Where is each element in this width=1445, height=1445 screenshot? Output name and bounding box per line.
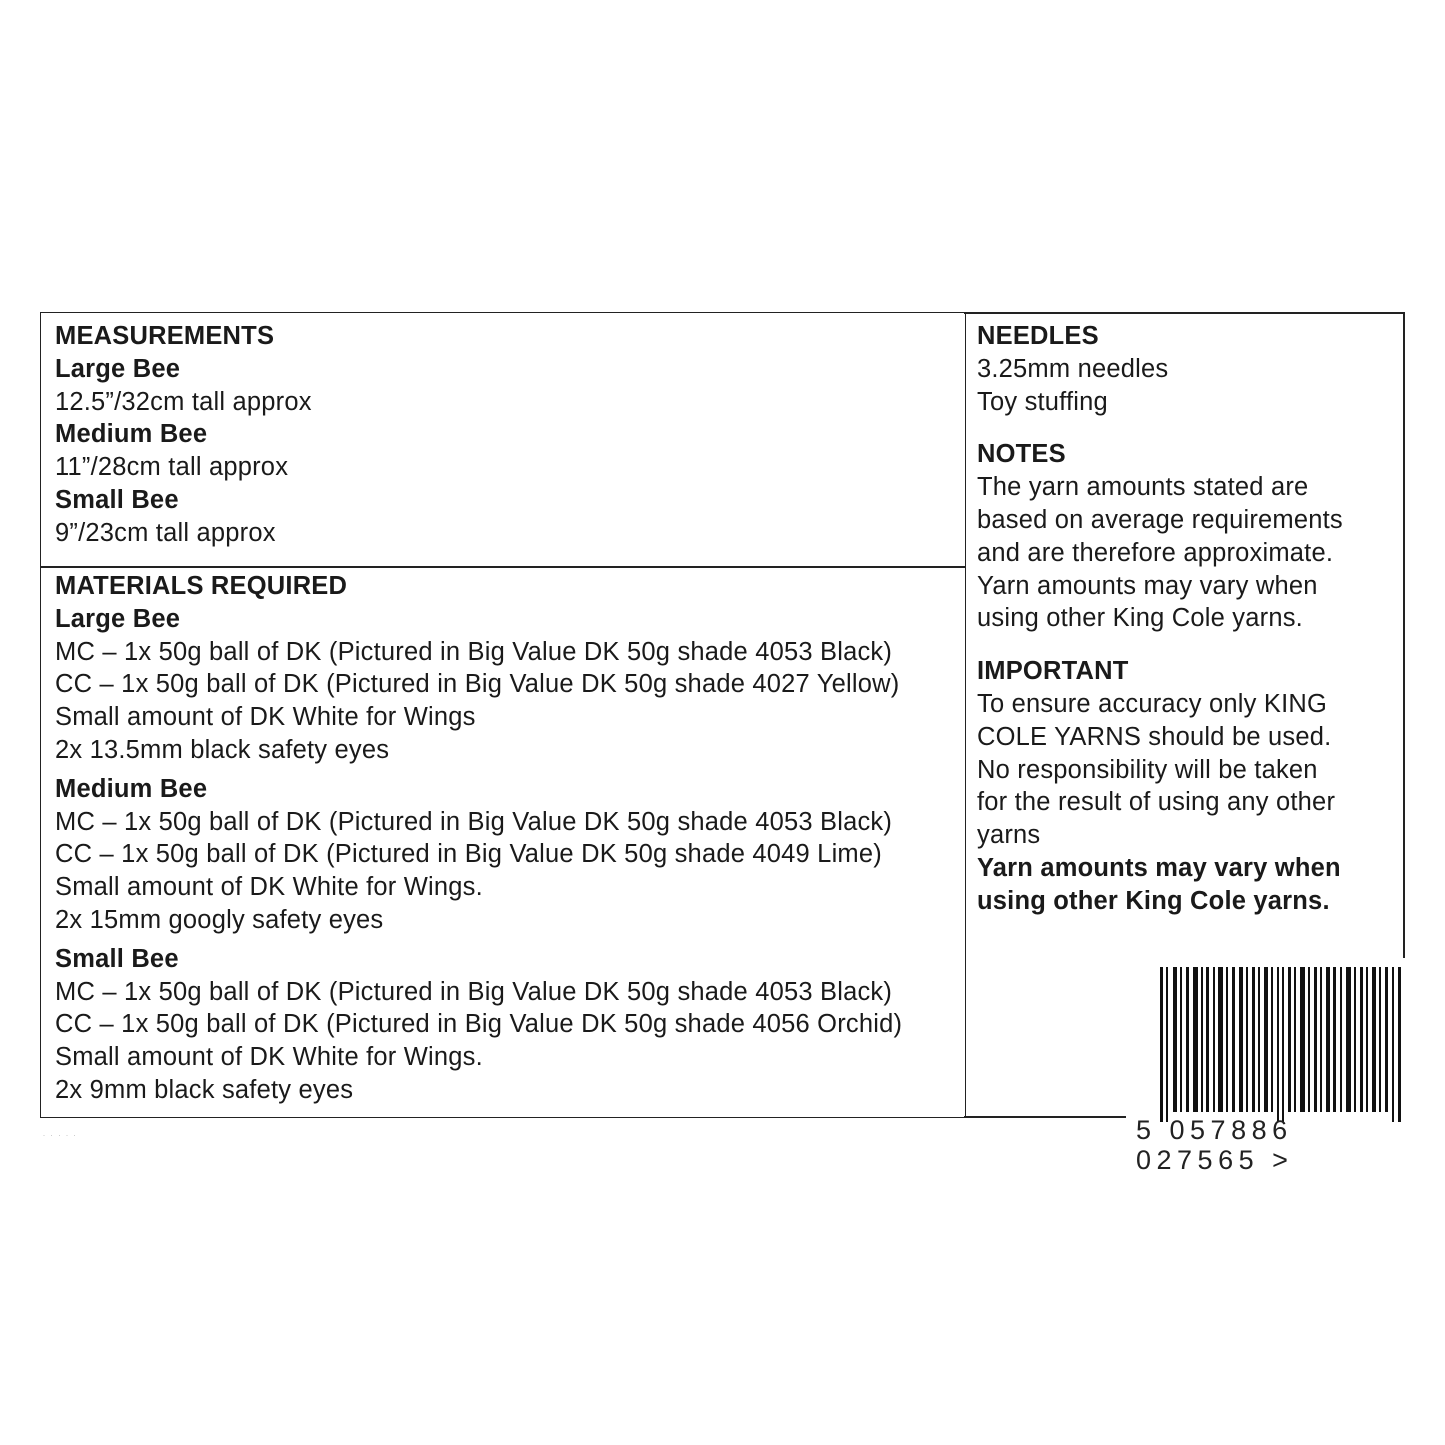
right-column-bottom-border <box>964 1116 1126 1118</box>
right-column <box>977 320 1397 918</box>
needles-heading: NEEDLES <box>977 322 1099 350</box>
notes-line: based on average requirements <box>977 505 1343 534</box>
important-line: To ensure accuracy only KING <box>977 689 1327 718</box>
measurement-name: Medium Bee <box>55 420 208 449</box>
material-line: MC – 1x 50g ball of DK (Pictured in Big Value DK 50g shade 4053 Black) <box>55 807 893 836</box>
barcode-digits: 5 057886 027565 > <box>1136 1115 1294 1175</box>
important-line: No responsibility will be taken <box>977 755 1318 784</box>
measurements-section <box>55 320 312 550</box>
notes-line: The yarn amounts stated are <box>977 473 1309 502</box>
material-line: CC – 1x 50g ball of DK (Pictured in Big Value DK 50g shade 4056 Orchid) <box>55 1010 903 1039</box>
material-group-name: Small Bee <box>55 944 179 973</box>
important-heading: IMPORTANT <box>977 657 1129 686</box>
material-line: MC – 1x 50g ball of DK (Pictured in Big Value DK 50g shade 4053 Black) <box>55 977 893 1006</box>
print-code-text: · · · · · <box>43 1133 78 1139</box>
barcode-icon <box>1160 967 1404 1122</box>
material-line: CC – 1x 50g ball of DK (Pictured in Big Value DK 50g shade 4049 Lime) <box>55 840 882 869</box>
important-line: yarns <box>977 821 1041 850</box>
important-line: COLE YARNS should be used. <box>977 722 1332 751</box>
notes-heading: NOTES <box>977 440 1066 469</box>
important-line: for the result of using any other <box>977 788 1336 817</box>
material-line: Small amount of DK White for Wings. <box>55 1043 483 1072</box>
measurement-size: 12.5”/32cm tall approx <box>55 387 312 416</box>
notes-line: and are therefore approximate. <box>977 538 1334 567</box>
material-line: 2x 9mm black safety eyes <box>55 1075 354 1104</box>
measurement-size: 11”/28cm tall approx <box>55 453 289 482</box>
needles-line: Toy stuffing <box>977 387 1108 416</box>
right-column-side-border <box>1403 312 1405 958</box>
material-group-name: Large Bee <box>55 604 181 633</box>
material-line: CC – 1x 50g ball of DK (Pictured in Big Value DK 50g shade 4027 Yellow) <box>55 670 900 699</box>
needles-line: 3.25mm needles <box>977 354 1169 383</box>
important-bold-line: using other King Cole yarns. <box>977 886 1330 915</box>
pattern-info-panel <box>40 312 1405 1175</box>
measurement-name: Small Bee <box>55 485 179 514</box>
materials-heading: MATERIALS REQUIRED <box>55 572 348 600</box>
right-column-top-border <box>964 312 1405 314</box>
measurement-name: Large Bee <box>55 354 181 383</box>
material-line: Small amount of DK White for Wings <box>55 703 476 732</box>
notes-line: using other King Cole yarns. <box>977 604 1303 633</box>
important-bold-line: Yarn amounts may vary when <box>977 853 1341 882</box>
material-line: MC – 1x 50g ball of DK (Pictured in Big Value DK 50g shade 4053 Black) <box>55 637 893 666</box>
materials-section <box>55 570 902 1107</box>
material-group-name: Medium Bee <box>55 774 208 803</box>
material-line: 2x 13.5mm black safety eyes <box>55 735 390 764</box>
measurement-size: 9”/23cm tall approx <box>55 518 276 547</box>
measurements-heading: MEASUREMENTS <box>55 322 275 350</box>
material-line: 2x 15mm googly safety eyes <box>55 905 384 934</box>
notes-line: Yarn amounts may vary when <box>977 571 1318 600</box>
material-line: Small amount of DK White for Wings. <box>55 873 483 902</box>
